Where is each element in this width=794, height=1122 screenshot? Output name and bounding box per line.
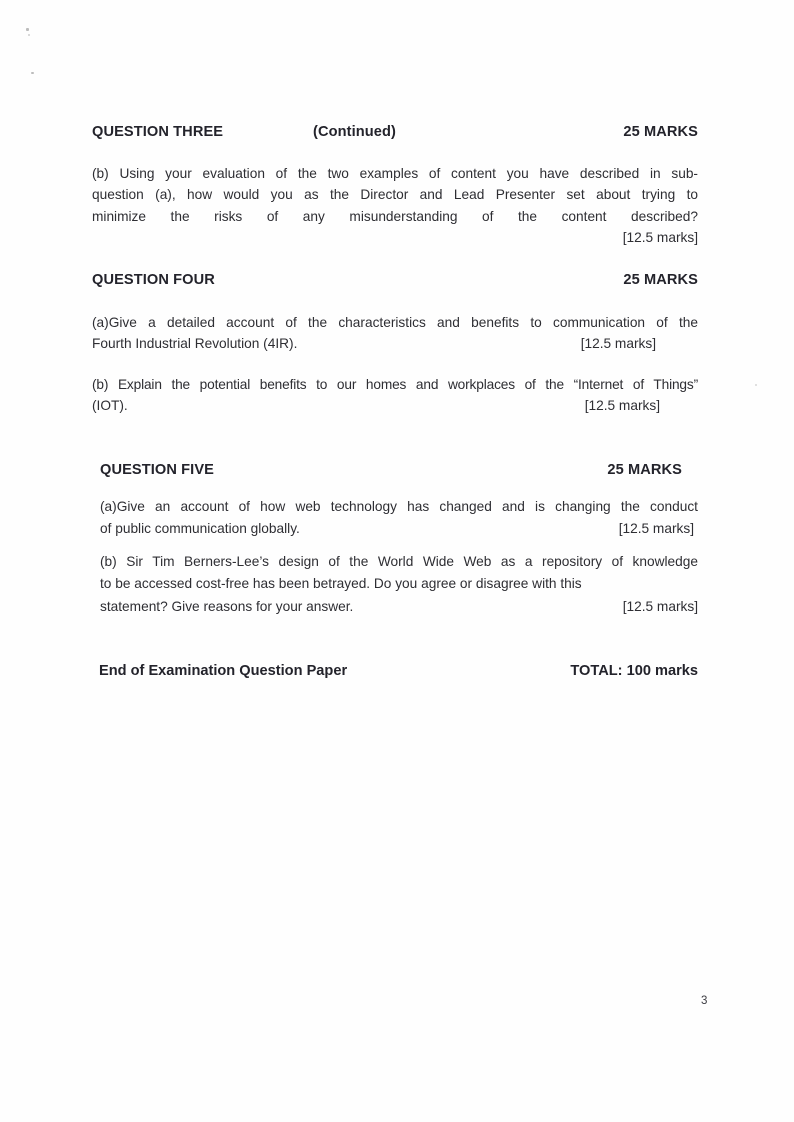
question-three-marks: 25 MARKS bbox=[623, 124, 698, 140]
paragraph-line: (a)Give a detailed account of the characteristics and benefits to communication of the bbox=[92, 315, 698, 330]
paragraph-line: of public communication globally. bbox=[100, 521, 300, 536]
question-four-marks: 25 MARKS bbox=[623, 272, 698, 288]
paragraph-line: question (a), how would you as the Director and Lead Presenter set about trying to bbox=[92, 187, 698, 203]
scan-speck bbox=[28, 34, 30, 36]
question-five-title: QUESTION FIVE bbox=[100, 462, 215, 478]
scan-speck bbox=[755, 384, 757, 386]
paragraph-line: statement? Give reasons for your answer. bbox=[100, 598, 354, 614]
scan-speck bbox=[26, 28, 29, 31]
paragraph-line: to be accessed cost-free has been betrayed. Do you agree or disagree with this bbox=[100, 576, 582, 592]
paragraph-last-line bbox=[100, 596, 698, 618]
question-three-heading bbox=[92, 123, 698, 141]
question-three-continued-label: (Continued) bbox=[313, 124, 396, 140]
question-five-marks: 25 MARKS bbox=[607, 462, 682, 478]
paragraph-last-line bbox=[100, 518, 698, 540]
question-three-part-b-marks: [12.5 marks] bbox=[622, 229, 698, 245]
paragraph-last-line bbox=[92, 395, 698, 416]
question-five-part-b-paragraph bbox=[100, 551, 698, 618]
question-four-part-b-marks: [12.5 marks] bbox=[584, 398, 660, 414]
page-number: 3 bbox=[701, 995, 708, 1007]
question-four-title: QUESTION FOUR bbox=[92, 272, 215, 288]
paragraph-line: (b) Using your evaluation of the two examples of content you have described in sub- bbox=[92, 166, 698, 181]
question-four-part-a-paragraph bbox=[92, 312, 698, 355]
question-three-part-b-paragraph bbox=[92, 163, 698, 248]
paragraph-line: minimize the risks of any misunderstanding of the content described? bbox=[92, 208, 698, 224]
question-four-part-b-paragraph bbox=[92, 374, 698, 417]
question-five-part-a-paragraph bbox=[100, 496, 698, 540]
total-marks-label: TOTAL: 100 marks bbox=[570, 663, 698, 679]
end-of-paper-label: End of Examination Question Paper bbox=[99, 663, 348, 679]
question-four-part-a-marks: [12.5 marks] bbox=[580, 336, 656, 352]
paragraph-line: (a)Give an account of how web technology has changed and is changing the conduct bbox=[100, 499, 698, 514]
paragraph-last-line bbox=[92, 333, 698, 354]
question-five-part-a-marks: [12.5 marks] bbox=[618, 521, 694, 536]
scan-speck bbox=[31, 72, 34, 74]
question-five-heading bbox=[100, 461, 698, 479]
question-three-title: QUESTION THREE bbox=[92, 124, 224, 140]
paragraph-line: Fourth Industrial Revolution (4IR). bbox=[92, 336, 298, 352]
paragraph-line: (b) Sir Tim Berners-Lee’s design of the World Wide Web as a repository of knowledge bbox=[100, 554, 698, 569]
question-four-heading bbox=[92, 271, 698, 289]
paragraph-line: (b) Explain the potential benefits to our homes and workplaces of the “Internet of Things” bbox=[92, 377, 698, 392]
question-five-part-b-marks: [12.5 marks] bbox=[622, 598, 698, 614]
paragraph-line: (IOT). bbox=[92, 398, 128, 414]
paper-footer bbox=[99, 662, 698, 680]
